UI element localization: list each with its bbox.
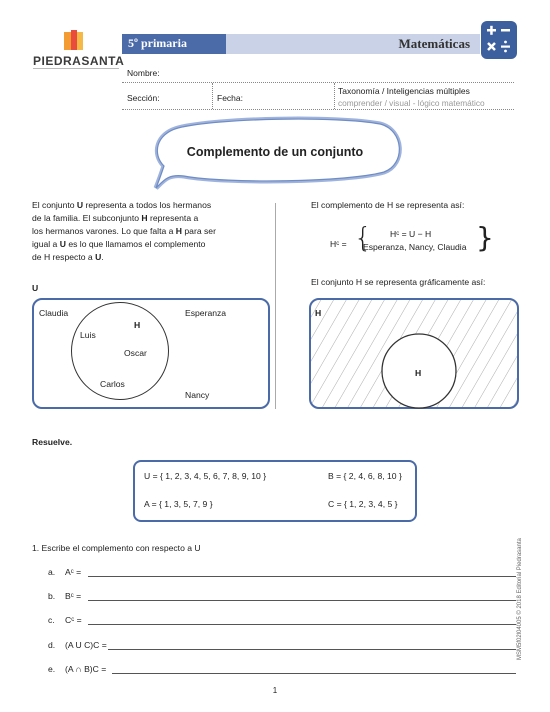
set-c: C = { 1, 2, 3, 4, 5 }: [328, 499, 398, 509]
item-letter: a.: [48, 567, 56, 577]
universe-set-label: U: [32, 283, 39, 293]
venn-element: Nancy: [185, 390, 210, 400]
complement-inner-label: H: [415, 368, 422, 378]
item-expression: (A ∩ B)C =: [65, 664, 107, 674]
set-u: U = { 1, 2, 3, 4, 5, 6, 7, 8, 9, 10 }: [144, 471, 267, 481]
item-letter: e.: [48, 664, 56, 674]
answer-line[interactable]: [88, 576, 516, 577]
answer-line[interactable]: [88, 624, 516, 625]
venn-element: Oscar: [124, 348, 147, 358]
grade-label: 5º primaria: [122, 34, 226, 54]
name-label: Nombre:: [127, 68, 160, 78]
graphic-intro: El conjunto H se representa gráficamente así:: [311, 277, 486, 287]
page-title: Complemento de un conjunto: [186, 145, 364, 159]
item-letter: d.: [48, 640, 56, 650]
venn-element: Claudia: [39, 308, 69, 318]
section-label: Sección:: [127, 93, 160, 103]
right-brace: }: [476, 221, 494, 254]
resuelve-heading: Resuelve.: [32, 437, 73, 447]
set-a: A = { 1, 3, 5, 7, 9 }: [144, 499, 213, 509]
left-brace: {: [354, 221, 372, 254]
subset-h-label: H: [134, 320, 141, 330]
name-field[interactable]: [122, 82, 514, 83]
complement-set-label: H: [315, 308, 322, 318]
complement-intro: El complemento de H se representa así:: [311, 200, 465, 210]
complement-formula-lhs: Hᶜ =: [330, 239, 347, 249]
item-letter: c.: [48, 615, 55, 625]
item-letter: b.: [48, 591, 56, 601]
taxonomy-label: Taxonomía / Inteligencias múltiples: [338, 86, 470, 96]
answer-line[interactable]: [112, 673, 516, 674]
left-explanation: El conjunto U representa a todos los hermanos de la familia. El subconjunto H representa a los hermanos varones. Lo que falta a H para ser igual a U es lo que llamamos el complemento de H respecto a U.: [32, 200, 216, 262]
venn-element: Esperanza: [185, 308, 227, 318]
field-divider: [334, 83, 335, 109]
venn-element: Luis: [80, 330, 96, 340]
item-expression: Bᶜ =: [65, 591, 82, 601]
copyright-vertical-text: MSM5f02l04005 © 2018 Editorial Piedrasanta: [517, 538, 523, 660]
item-expression: Aᶜ =: [65, 567, 82, 577]
section-field[interactable]: [122, 109, 514, 110]
set-b: B = { 2, 4, 6, 8, 10 }: [328, 471, 402, 481]
answer-line[interactable]: [108, 649, 516, 650]
column-divider: [275, 203, 276, 409]
field-divider: [212, 83, 213, 109]
complement-venn-diagram: [309, 298, 519, 409]
complement-formula-bottom: Esperanza, Nancy, Claudia: [363, 242, 467, 252]
item-expression: Cᶜ =: [65, 615, 82, 625]
page-number: 1: [272, 686, 278, 695]
logo-text: PIEDRASANTA: [33, 54, 125, 68]
piedrasanta-logo-icon: [62, 30, 86, 52]
answer-line[interactable]: [88, 600, 516, 601]
math-operations-icon: [481, 21, 517, 59]
subject-label: Matemáticas: [226, 34, 480, 54]
venn-element: Carlos: [100, 379, 125, 389]
logo-underline: [33, 68, 119, 69]
complement-formula-top: Hᶜ = U − H: [390, 229, 432, 239]
date-label: Fecha:: [217, 93, 243, 103]
taxonomy-detail: comprender / visual - lógico matemático: [338, 98, 485, 108]
exercise-instruction: 1. Escribe el complemento con respecto a U: [32, 543, 201, 553]
item-expression: (A U C)C =: [65, 640, 107, 650]
sets-box: [133, 460, 417, 522]
